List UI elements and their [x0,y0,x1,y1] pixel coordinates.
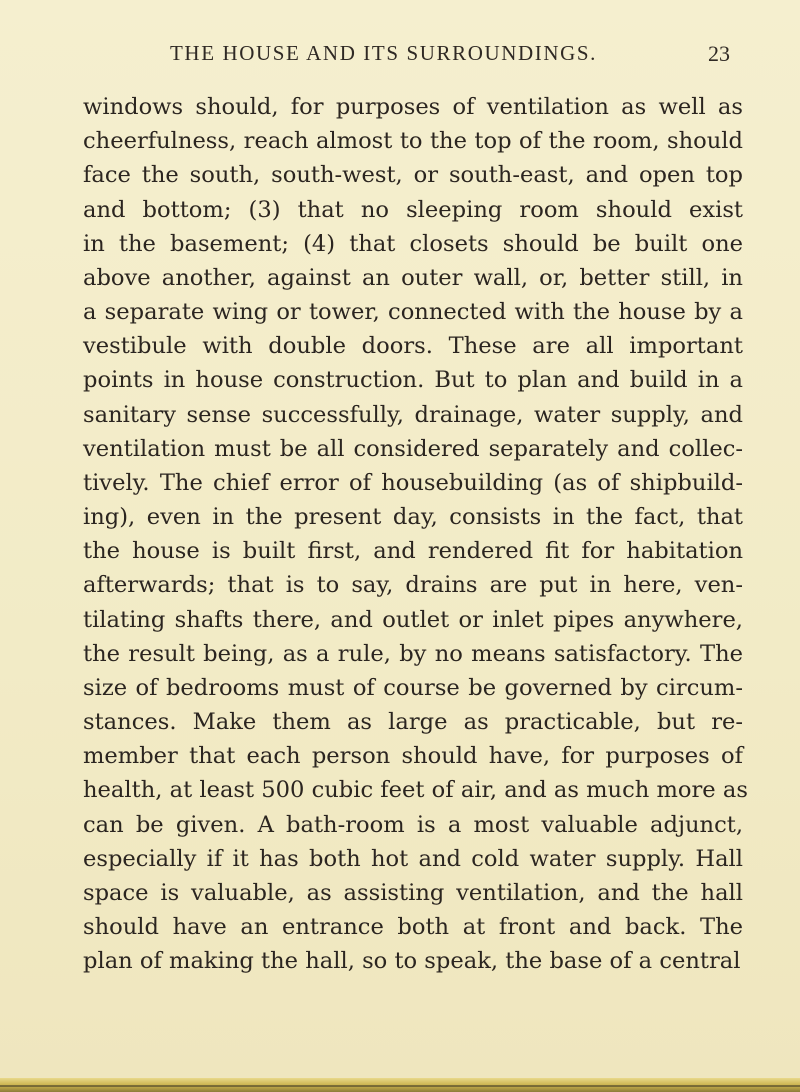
text-line: space is valuable, as assisting ventilation, and the hall [83,879,743,906]
text-line: windows should, for purposes of ventilation as well as [83,94,743,120]
text-line: stances. Make them as large as practicable, but re- [83,709,743,736]
text-line: health, at least 500 cubic feet of air, and as much more as [83,777,748,804]
text-line: afterwards; that is to say, drains are put in here, ven- [83,572,743,599]
text-line: should have an entrance both at front and back. The [83,914,743,941]
text-line: face the south, south-west, or south-east, and open top [83,162,743,189]
page-number: 23 [708,41,730,66]
text-line: the result being, as a rule, by no means satisfactory. The [83,640,743,667]
text-line: cheerfulness, reach almost to the top of the room, should [83,128,743,155]
running-head [170,41,730,81]
body-text [83,90,748,978]
text-line: points in house construction. But to plan and build in a [83,367,743,394]
text-line: especially if it has both hot and cold water supply. Hall [83,845,743,872]
text-line: above another, against an outer wall, or, better still, in [83,264,743,291]
page-bottom-edge [0,1078,800,1092]
text-line: in the basement; (4) that closets should be built one [83,230,743,257]
text-line: plan of making the hall, so to speak, the base of a central [83,948,741,975]
text-line: ing), even in the present day, consists in the fact, that [83,504,743,531]
text-line: tively. The chief error of housebuilding (as of shipbuild- [83,469,743,496]
text-line: member that each person should have, for purposes of [83,743,743,770]
text-line: the house is built first, and rendered fit for habitation [83,538,743,565]
text-line: ventilation must be all considered separately and collec- [83,435,743,462]
text-line: tilating shafts there, and outlet or inlet pipes anywhere, [83,606,743,633]
text-line: and bottom; (3) that no sleeping room should exist [83,196,743,223]
text-line: a separate wing or tower, connected with the house by a [83,299,743,326]
text-line: size of bedrooms must of course be governed by circum- [83,674,743,701]
running-title: THE HOUSE AND ITS SURROUNDINGS. [170,41,598,65]
text-line: vestibule with double doors. These are all important [83,333,743,360]
text-line: can be given. A bath-room is a most valuable adjunct, [83,811,743,838]
text-line: sanitary sense successfully, drainage, water supply, and [83,401,743,428]
